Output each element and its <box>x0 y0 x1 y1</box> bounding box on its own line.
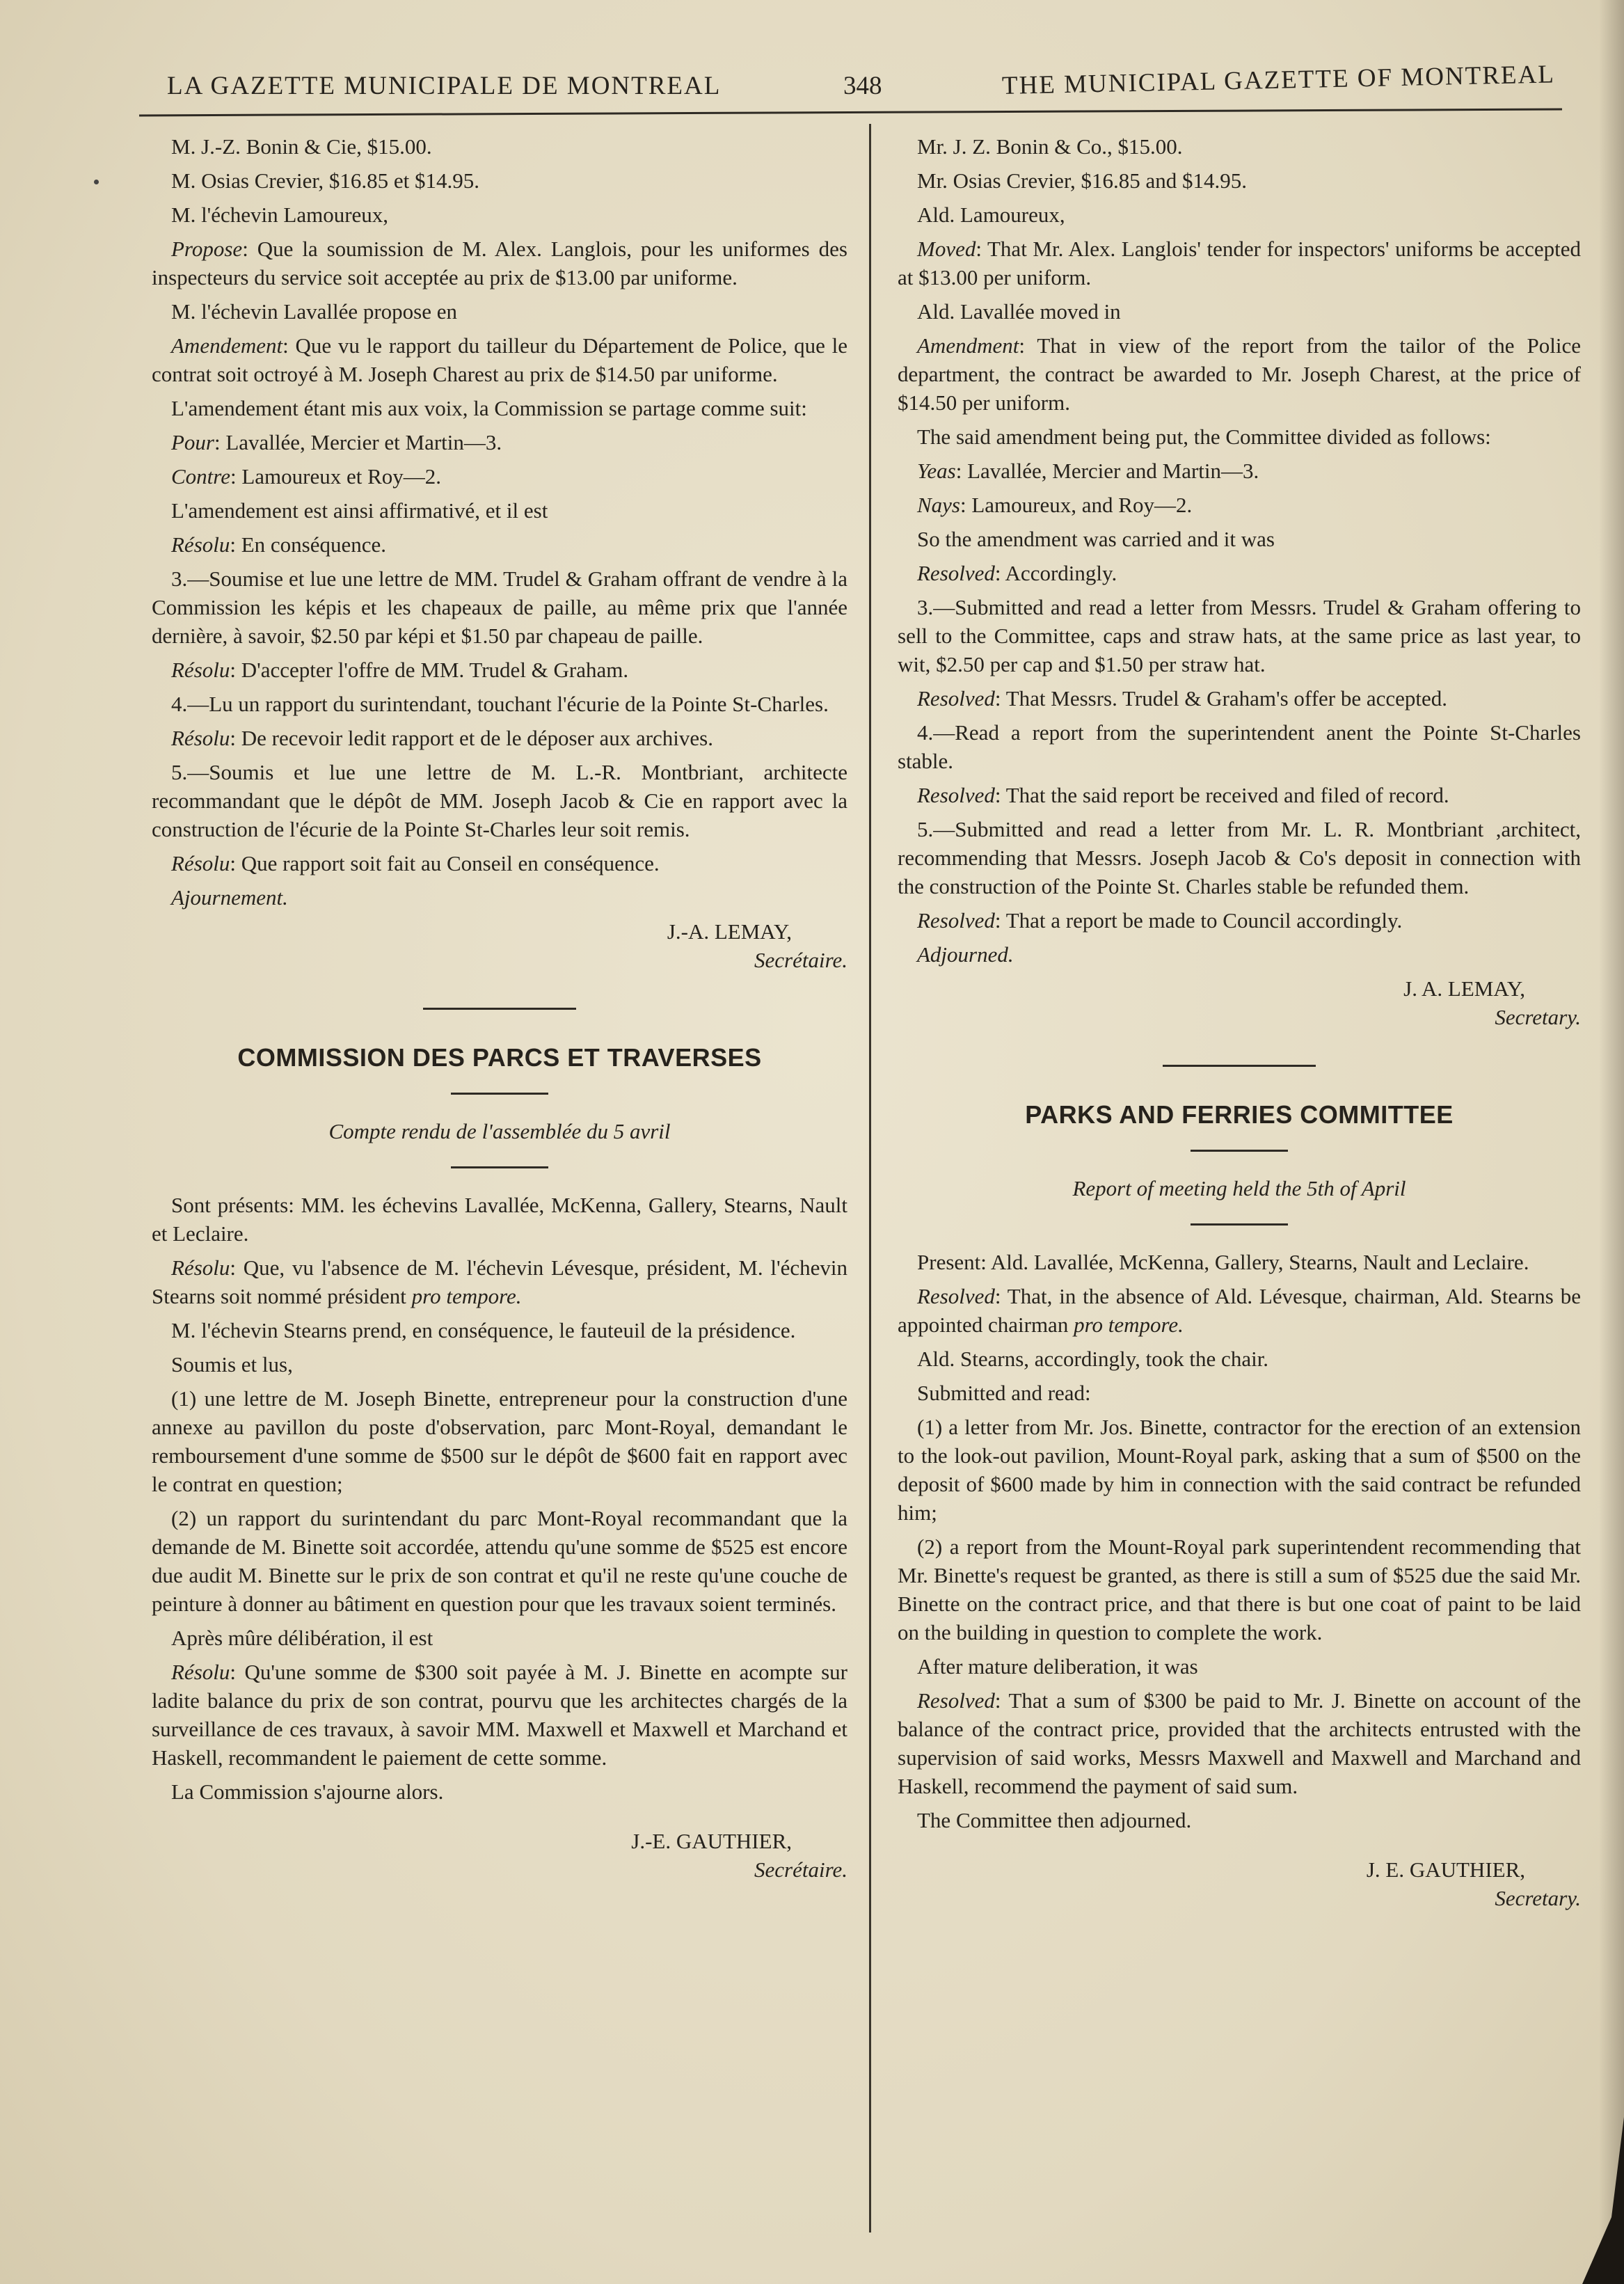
paragraph: (1) a letter from Mr. Jos. Binette, contractor for the erection of an extension to the look-out pavilion, Mount-Royal park, asking that a sum of $500 on the deposit of $600 made by him in connection with the said contract be refunded him; <box>898 1415 1581 1525</box>
section-separator <box>1163 1065 1316 1067</box>
paragraph: M. Osias Crevier, $16.85 et $14.95. <box>171 168 480 193</box>
page-spine-shadow <box>1599 0 1624 2284</box>
resolution-label: Résolu <box>171 1255 230 1280</box>
resolution-label: Resolved <box>917 1688 995 1713</box>
resolution-label: Résolu <box>171 532 230 557</box>
paragraph: (1) une lettre de M. Joseph Binette, entrepreneur pour la construction d'une annexe au pavillon du poste d'observation, parc Mont-Royal, demandant le remboursement d'une somme de $500 sur le dépôt de $600 fait en rapport avec le contrat en question; <box>152 1386 847 1496</box>
paragraph: (2) un rapport du surintendant du parc Mont-Royal recommandant que la demande de M. Binette soit accordée, attendu qu'une somme de $525 est encore due audit M. Binette sur le prix de son contrat et qu'il ne reste qu'une couche de peinture à donner au bâtiment en question pour que les travaux soient terminés. <box>152 1506 847 1616</box>
header-rule <box>139 109 1562 117</box>
paragraph <box>898 906 1581 935</box>
heading-rule <box>1191 1150 1288 1152</box>
resolution-text: : De recevoir ledit rapport et de le déposer aux archives. <box>230 726 713 750</box>
motion-label: Propose <box>171 237 243 261</box>
paragraph: L'amendement étant mis aux voix, la Commission se partage comme suit: <box>171 396 807 420</box>
paragraph: 3.—Soumise et lue une lettre de MM. Trudel & Graham offrant de vendre à la Commission les képis et les chapeaux de paille, au même prix que l'année dernière, à savoir, $2.50 par képi et $1.50 par chapeau de paille. <box>152 566 847 648</box>
resolution-label: Résolu <box>171 658 230 682</box>
margin-dot <box>94 180 99 184</box>
resolution-text: : Que rapport soit fait au Conseil en conséquence. <box>230 851 660 875</box>
resolution-text: : That the said report be received and filed of record. <box>994 783 1449 807</box>
vote-text: : Lavallée, Mercier and Martin—3. <box>955 459 1259 483</box>
paragraph: L'amendement est ainsi affirmativé, et il est <box>171 498 548 523</box>
motion-text: : Que vu le rapport du tailleur du Département de Police, que le contrat soit octroyé à M. Joseph Charest au prix de $14.50 par uniforme. <box>152 333 847 386</box>
section-heading: PARKS AND FERRIES COMMITTEE <box>1025 1100 1454 1129</box>
paragraph: After mature deliberation, it was <box>917 1654 1198 1679</box>
signature-name: J. E. GAUTHIER, <box>1366 1857 1525 1882</box>
section-subheading: Compte rendu de l'assemblée du 5 avril <box>328 1119 671 1143</box>
paragraph: 5.—Submitted and read a letter from Mr. L. R. Montbriant ,architect, recommending that Messrs. Joseph Jacob & Co's deposit in connection with the construction of the Pointe St. Charles stable be refunded them. <box>898 817 1581 898</box>
resolution-label: Résolu <box>171 1660 230 1684</box>
paragraph <box>152 849 847 878</box>
paragraph: 4.—Read a report from the superintendent anent the Pointe St-Charles stable. <box>898 720 1581 773</box>
paragraph <box>152 724 847 752</box>
signature-title: Secretary. <box>1495 1886 1581 1910</box>
adjournment: Ajournement. <box>171 885 288 910</box>
paragraph <box>898 331 1581 417</box>
paragraph <box>898 491 1581 519</box>
page-number: 348 <box>843 72 882 100</box>
english-column <box>898 132 1581 1912</box>
paragraph: La Commission s'ajourne alors. <box>171 1779 444 1804</box>
signature-title: Secrétaire. <box>754 948 847 972</box>
paragraph: The said amendment being put, the Committee divided as follows: <box>917 425 1491 449</box>
resolution-text: : Qu'une somme de $300 soit payée à M. J. Binette en acompte sur ladite balance du prix de son contrat, pourvu que les architectes chargés de la surveillance de ces travaux, à savoir MM. Maxwell et Maxwell et Marchand et Haskell, recommandent le paiement de cette somme. <box>152 1660 847 1770</box>
resolution-label: Résolu <box>171 851 230 875</box>
paragraph: M. l'échevin Lamoureux, <box>171 203 389 227</box>
paragraph: M. J.-Z. Bonin & Cie, $15.00. <box>171 134 432 159</box>
signature-name: J.-E. GAUTHIER, <box>631 1829 792 1853</box>
page-header <box>0 60 1624 118</box>
paragraph <box>152 462 847 491</box>
motion-label: Amendement <box>171 333 283 358</box>
paragraph: Ald. Lamoureux, <box>917 203 1065 227</box>
header-english-title: THE MUNICIPAL GAZETTE OF MONTREAL <box>1001 60 1556 100</box>
vote-text: : Lamoureux et Roy—2. <box>230 464 442 489</box>
header-french-title: LA GAZETTE MUNICIPALE DE MONTREAL <box>167 72 722 100</box>
heading-rule <box>451 1093 548 1095</box>
latin-phrase: pro tempore. <box>411 1284 522 1308</box>
section-subheading: Report of meeting held the 5th of April <box>1072 1176 1406 1200</box>
motion-text: : That Mr. Alex. Langlois' tender for inspectors' uniforms be accepted at $13.00 per uniform. <box>898 237 1581 290</box>
paragraph: The Committee then adjourned. <box>917 1808 1192 1832</box>
paragraph: 4.—Lu un rapport du surintendant, touchant l'écurie de la Pointe St-Charles. <box>171 692 829 716</box>
vote-label: Yeas <box>917 459 956 483</box>
heading-rule <box>1191 1223 1288 1226</box>
vote-text: : Lamoureux, and Roy—2. <box>960 493 1193 517</box>
motion-text: : Que la soumission de M. Alex. Langlois, pour les uniformes des inspecteurs du service soit acceptée au prix de $13.00 par uniforme. <box>152 237 847 290</box>
paragraph: So the amendment was carried and it was <box>917 527 1275 551</box>
signature-name: J. A. LEMAY, <box>1403 976 1525 1001</box>
paragraph <box>898 781 1581 809</box>
vote-label: Contre <box>171 464 230 489</box>
resolution-label: Résolu <box>171 726 230 750</box>
signature-name: J.-A. LEMAY, <box>667 919 792 944</box>
motion-text: : That in view of the report from the tailor of the Police department, the contract be awarded to Mr. Joseph Charest, at the price of $14.50 per uniform. <box>898 333 1581 415</box>
paragraph: 5.—Soumis et lue une lettre de M. L.-R. Montbriant, architecte recommandant que le dépôt de MM. Joseph Jacob & Cie en rapport avec la construction de l'écurie de la Pointe St-Charles leur soit remis. <box>152 760 847 841</box>
paragraph <box>152 235 847 292</box>
column-divider <box>869 124 871 2233</box>
paragraph <box>152 428 847 457</box>
paragraph <box>898 559 1581 587</box>
paragraph <box>898 235 1581 292</box>
paragraph: Mr. J. Z. Bonin & Co., $15.00. <box>917 134 1183 159</box>
section-separator <box>423 1008 576 1010</box>
resolution-text: : That Messrs. Trudel & Graham's offer be accepted. <box>994 686 1448 711</box>
paragraph <box>898 457 1581 485</box>
section-heading: COMMISSION DES PARCS ET TRAVERSES <box>237 1043 762 1072</box>
resolution-label: Resolved <box>917 1284 995 1308</box>
paragraph: Sont présents: MM. les échevins Lavallée, McKenna, Gallery, Stearns, Nault et Leclaire. <box>152 1193 847 1246</box>
signature-title: Secretary. <box>1495 1005 1581 1029</box>
paragraph: Present: Ald. Lavallée, McKenna, Gallery, Stearns, Nault and Leclaire. <box>917 1250 1529 1274</box>
vote-label: Pour <box>171 430 214 454</box>
paragraph <box>898 1282 1581 1339</box>
resolution-label: Resolved <box>917 908 995 933</box>
paragraph: (2) a report from the Mount-Royal park superintendent recommending that Mr. Binette's request be granted, as there is still a sum of $525 due the said Mr. Binette on the contract price, and that there is but one coat of paint to be laid on the building in question to complete the work. <box>898 1534 1581 1644</box>
paragraph: Soumis et lus, <box>171 1352 293 1377</box>
paragraph: M. l'échevin Stearns prend, en conséquence, le fauteuil de la présidence. <box>171 1318 796 1342</box>
resolution-text: : En conséquence. <box>230 532 387 557</box>
resolution-text: : D'accepter l'offre de MM. Trudel & Graham. <box>230 658 629 682</box>
french-column <box>152 132 847 1884</box>
vote-text: : Lavallée, Mercier et Martin—3. <box>214 430 502 454</box>
paragraph <box>152 1658 847 1772</box>
vote-label: Nays <box>917 493 960 517</box>
resolution-text: : Accordingly. <box>994 561 1117 585</box>
paragraph <box>152 530 847 559</box>
paragraph: Submitted and read: <box>917 1381 1091 1405</box>
latin-phrase: pro tempore. <box>1074 1312 1184 1337</box>
resolution-label: Resolved <box>917 686 995 711</box>
resolution-text: : That a report be made to Council accordingly. <box>994 908 1403 933</box>
resolution-label: Resolved <box>917 561 995 585</box>
resolution-text: : Que, vu l'absence de M. l'échevin Lévesque, président, M. l'échevin Stearns soit nommé président <box>152 1255 847 1308</box>
resolution-text: : That, in the absence of Ald. Lévesque, chairman, Ald. Stearns be appointed chairman <box>898 1284 1581 1337</box>
paragraph: Mr. Osias Crevier, $16.85 and $14.95. <box>917 168 1248 193</box>
paragraph <box>898 1686 1581 1800</box>
signature-title: Secrétaire. <box>754 1857 847 1882</box>
paragraph: Après mûre délibération, il est <box>171 1626 433 1650</box>
paragraph <box>898 684 1581 713</box>
paragraph: 3.—Submitted and read a letter from Messrs. Trudel & Graham offering to sell to the Committee, caps and straw hats, at the same price as last year, to wit, $2.50 per cap and $1.50 per straw hat. <box>898 595 1581 676</box>
motion-label: Moved <box>917 237 976 261</box>
resolution-text: : That a sum of $300 be paid to Mr. J. Binette on account of the balance of the contract price, provided that the architects entrusted with the supervision of said works, Messrs Maxwell and Maxwell and Marchand and Haskell, recommend the payment of said sum. <box>898 1688 1581 1798</box>
paragraph <box>152 331 847 388</box>
paragraph: Ald. Stearns, accordingly, took the chair. <box>917 1347 1269 1371</box>
paragraph <box>152 656 847 684</box>
paragraph: Ald. Lavallée moved in <box>917 299 1121 324</box>
paragraph: M. l'échevin Lavallée propose en <box>171 299 458 324</box>
adjournment: Adjourned. <box>917 942 1014 967</box>
resolution-label: Resolved <box>917 783 995 807</box>
motion-label: Amendment <box>917 333 1019 358</box>
heading-rule <box>451 1166 548 1168</box>
paragraph <box>152 1253 847 1310</box>
